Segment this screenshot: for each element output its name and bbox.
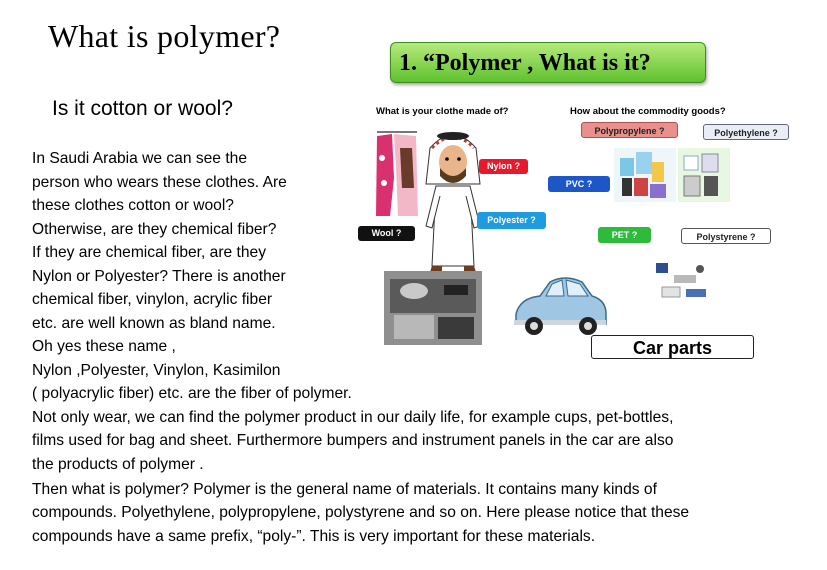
body-line: Otherwise, are they chemical fiber? [32,221,277,238]
car-parts-label: Car parts [591,335,754,359]
slide-heading: 1. “Polymer , What is it? [390,42,706,83]
body-line: chemical fiber, vinylon, acrylic fiber [32,291,273,308]
body-line: If they are chemical fiber, are they [32,244,267,261]
body-line: ( polyacrylic fiber) etc. are the fiber of polymer. [32,385,352,402]
body-line: films used for bag and sheet. Furthermore bumpers and instrument panels in the car are also [32,432,674,449]
body-line: compounds. Polyethylene, polypropylene, polystyrene and so on. Here please notice that these [32,504,690,521]
pvc-tag: PVC ? [548,176,610,192]
goods-caption: How about the commodity goods? [570,106,726,117]
body-line: Then what is polymer? Polymer is the general name of materials. It contains many kinds of [32,481,657,498]
wool-tag: Wool ? [358,226,415,241]
nylon-tag: Nylon ? [479,159,528,174]
body-line: the products of polymer . [32,456,204,473]
page-subtitle: Is it cotton or wool? [52,97,233,120]
car-parts-image [652,259,712,305]
body-line: these clothes cotton or wool? [32,197,234,214]
pet-tag: PET ? [598,227,651,243]
body-line: etc. are well known as bland name. [32,315,276,332]
clothes-hanger-image [372,128,422,220]
polyethylene-tag: Polyethylene ? [703,124,789,140]
classic-car-image [510,262,610,346]
body-line: Nylon or Polyester? There is another [32,268,286,285]
saudi-man-illustration [420,126,486,274]
body-line: person who wears these clothes. Are [32,174,287,191]
body-line: Not only wear, we can find the polymer product in our daily life, for example cups, pet-bottles, [32,409,674,426]
body-line: compounds have a same prefix, “poly-”. This is very important for these materials. [32,528,596,545]
clothes-caption: What is your clothe made of? [376,106,509,117]
page-title: What is polymer? [48,18,281,54]
polypropylene-tag: Polypropylene ? [581,122,678,138]
car-engine-photo [384,271,482,345]
body-line: Nylon ,Polyester, Vinylon, Kasimilon [32,362,281,379]
body-line: In Saudi Arabia we can see the [32,150,247,167]
polyester-tag: Polyester ? [477,212,546,229]
commodity-goods-image [612,144,732,204]
body-line: Oh yes these name , [32,338,176,355]
polystyrene-tag: Polystyrene ? [681,228,771,244]
